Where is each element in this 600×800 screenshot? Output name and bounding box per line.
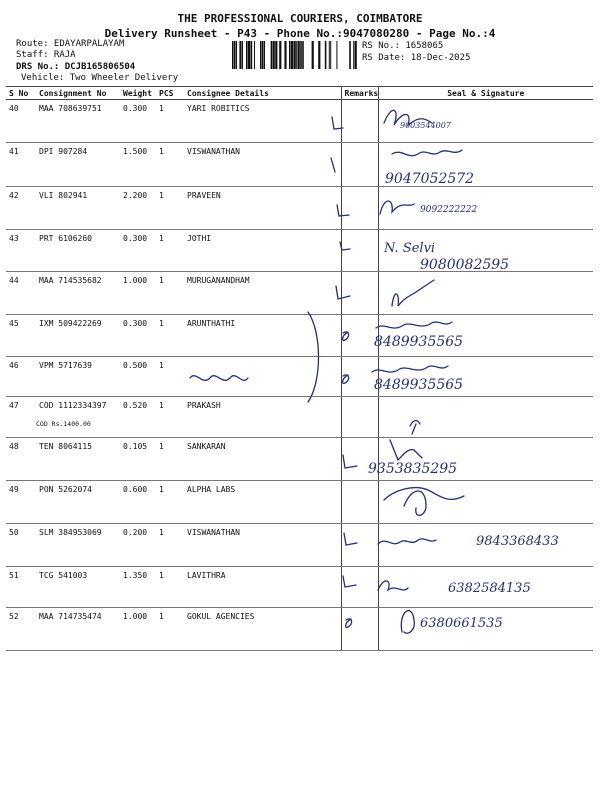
cell-weight [120, 481, 156, 524]
barcode-bar [271, 41, 273, 69]
col-header-pcs: PCS [156, 87, 184, 100]
cell-consignee [184, 100, 341, 143]
table-row [6, 187, 593, 230]
barcode-bar [349, 41, 351, 69]
cell-sno-text: 50 [9, 528, 19, 537]
barcode-bar [300, 41, 302, 69]
cell-consignee-text: ARUNTHATHI [187, 319, 236, 328]
table-row [6, 567, 593, 608]
barcode-bar [291, 41, 293, 69]
cell-consignment-text: TCG 541003 [39, 571, 88, 580]
rs-date: RS Date: 18-Dec-2025 [362, 53, 471, 63]
cell-pcs [156, 272, 184, 315]
cell-consignee [184, 230, 341, 272]
cell-weight [120, 230, 156, 272]
handwriting-43-phone: 9080082595 [420, 257, 510, 273]
cell-consignee-text: ALPHA LABS [187, 485, 236, 494]
handwriting-40: 9003544007 [400, 121, 451, 130]
cell-consignee-text: YARI ROBITICS [187, 104, 250, 113]
barcode-bar [312, 41, 314, 69]
barcode-bar [275, 41, 277, 69]
table-row [6, 481, 593, 524]
barcode-bar [232, 41, 234, 69]
handwriting-51: 6382584135 [448, 581, 531, 596]
cell-consignee [184, 397, 341, 438]
cell-weight [120, 315, 156, 357]
cell-remarks [341, 524, 378, 567]
cell-signature [378, 567, 593, 608]
barcode-bar [279, 41, 281, 69]
rs-number: RS No.: 1658065 [362, 41, 444, 51]
barcode-bar [260, 41, 262, 69]
cell-weight [120, 272, 156, 315]
cell-pcs [156, 315, 184, 357]
cell-remarks [341, 397, 378, 438]
cell-weight [120, 397, 156, 438]
cell-consignee [184, 438, 341, 481]
cell-consignment-text: PRT 6106260 [39, 234, 92, 243]
cell-consignee-text: MURUGANANDHAM [187, 276, 250, 285]
barcode-bar [254, 41, 255, 69]
cell-sno [6, 608, 36, 651]
cell-consignment [36, 357, 120, 397]
cell-sno-text: 46 [9, 361, 19, 370]
cell-consignment [36, 524, 120, 567]
cell-consignee-text: SANKARAN [187, 442, 226, 451]
barcode-bar [294, 41, 296, 69]
table-row [6, 272, 593, 315]
cell-weight [120, 567, 156, 608]
cell-consignee [184, 357, 341, 397]
cell-weight [120, 143, 156, 187]
cell-sno [6, 357, 36, 397]
cell-signature [378, 608, 593, 651]
barcode-bar [234, 41, 236, 69]
handwriting-42: 9092222222 [420, 205, 478, 215]
cell-signature [378, 481, 593, 524]
cell-pcs-text: 1 [159, 191, 164, 200]
barcode-bar [325, 41, 327, 69]
cell-consignee [184, 524, 341, 567]
staff-label: Staff: RAJA [16, 50, 76, 60]
cell-weight [120, 357, 156, 397]
cell-weight-text: 0.520 [123, 401, 148, 410]
cell-sno-text: 48 [9, 442, 19, 451]
handwriting-50: 9843368433 [476, 534, 559, 549]
cell-pcs [156, 397, 184, 438]
cell-sno-text: 44 [9, 276, 19, 285]
cell-weight-text: 0.300 [123, 234, 148, 243]
table-row [6, 100, 593, 143]
cell-consignment [36, 481, 120, 524]
cell-sno [6, 481, 36, 524]
table-row [6, 524, 593, 567]
cell-consignee-text: LAVITHRA [187, 571, 226, 580]
cell-weight [120, 100, 156, 143]
cell-remarks [341, 438, 378, 481]
cell-signature [378, 100, 593, 143]
cell-sno-text: 45 [9, 319, 19, 328]
col-header-consignee: Consignee Details [184, 87, 341, 100]
cell-weight-text: 0.600 [123, 485, 148, 494]
cell-signature [378, 438, 593, 481]
cell-signature [378, 315, 593, 357]
table-row [6, 143, 593, 187]
cell-consignment-text: VPM 5717639 [39, 361, 92, 370]
barcode-bar [262, 41, 263, 69]
cell-sno-text: 43 [9, 234, 19, 243]
cell-sno [6, 397, 36, 438]
cell-sno [6, 143, 36, 187]
cell-consignee-text: VISWANATHAN [187, 528, 240, 537]
handwriting-52: 6380661535 [420, 616, 503, 631]
barcode-bar [353, 41, 354, 69]
cell-consignment [36, 230, 120, 272]
barcode-bar [239, 41, 241, 69]
cell-pcs [156, 567, 184, 608]
col-header-consignment: Consignment No [36, 87, 120, 100]
table-header-row [6, 87, 593, 100]
cell-consignment-text: DPI 907284 [39, 147, 88, 156]
col-header-sno: S No [6, 87, 36, 100]
cell-consignee [184, 567, 341, 608]
barcode-bar [318, 41, 320, 69]
barcode-bar [336, 41, 337, 69]
handwriting-45: 8489935565 [374, 334, 464, 350]
cell-pcs [156, 230, 184, 272]
cell-pcs [156, 100, 184, 143]
cell-signature [378, 357, 593, 397]
cell-pcs [156, 608, 184, 651]
cell-pcs [156, 143, 184, 187]
cell-sno-text: 49 [9, 485, 19, 494]
cell-consignment-text: PON 5262074 [39, 485, 92, 494]
cell-consignment [36, 438, 120, 481]
cell-consignee [184, 143, 341, 187]
cell-pcs-text: 1 [159, 442, 164, 451]
cell-weight [120, 187, 156, 230]
barcode [232, 41, 358, 69]
cell-consignment-text: MAA 714735474 [39, 612, 102, 621]
cell-consignment [36, 397, 120, 438]
cell-pcs [156, 357, 184, 397]
barcode-bar [273, 41, 275, 69]
barcode-bar [248, 41, 250, 69]
handwriting-46: 8489935565 [374, 377, 464, 393]
cell-pcs-text: 1 [159, 234, 164, 243]
cell-signature [378, 272, 593, 315]
cell-sno [6, 567, 36, 608]
cell-pcs [156, 438, 184, 481]
cell-consignee [184, 481, 341, 524]
barcode-bar [263, 41, 265, 69]
cell-signature [378, 143, 593, 187]
barcode-bar [302, 41, 304, 69]
cell-remarks [341, 230, 378, 272]
cell-consignment-text: IXM 509422269 [39, 319, 102, 328]
cell-remarks [341, 272, 378, 315]
cell-consignment [36, 100, 120, 143]
cell-weight-text: 1.350 [123, 571, 148, 580]
cell-pcs-text: 1 [159, 571, 164, 580]
barcode-bar [246, 41, 248, 69]
cell-pcs-text: 1 [159, 276, 164, 285]
cell-remarks [341, 143, 378, 187]
cell-weight-text: 1.000 [123, 612, 148, 621]
route-label: Route: EDAYARPALAYAM [16, 39, 125, 49]
barcode-bar [284, 41, 286, 69]
vehicle-label: Vehicle: Two Wheeler Delivery [21, 73, 179, 83]
table-row [6, 357, 593, 397]
cell-consignee-text: VISWANATHAN [187, 147, 240, 156]
cell-pcs-text: 1 [159, 104, 164, 113]
barcode-bar [251, 41, 253, 69]
cell-weight-text: 0.300 [123, 319, 148, 328]
barcode-bar [242, 41, 243, 69]
cell-pcs [156, 524, 184, 567]
cell-consignment [36, 272, 120, 315]
handwriting-48: 9353835295 [368, 461, 458, 477]
cell-signature [378, 397, 593, 438]
barcode-bar [355, 41, 357, 69]
company-title: THE PROFESSIONAL COURIERS, COIMBATORE [177, 12, 423, 25]
runsheet-table [6, 86, 593, 651]
cell-remarks [341, 187, 378, 230]
handwriting-41: 9047052572 [385, 171, 475, 187]
cell-sno [6, 315, 36, 357]
cell-signature [378, 187, 593, 230]
cell-consignment [36, 567, 120, 608]
cell-consignee [184, 608, 341, 651]
cell-remarks [341, 481, 378, 524]
cell-pcs-text: 1 [159, 147, 164, 156]
cell-sno [6, 187, 36, 230]
cell-pcs-text: 1 [159, 401, 164, 410]
cell-consignee-text: GOKUL AGENCIES [187, 612, 255, 621]
cell-pcs-text: 1 [159, 319, 164, 328]
cell-pcs-text: 1 [159, 485, 164, 494]
cell-consignment [36, 608, 120, 651]
cod-amount: COD Rs.1400.00 [36, 420, 91, 428]
cell-consignment-text: SLM 384953069 [39, 528, 102, 537]
cell-consignment-text: VLI 802941 [39, 191, 88, 200]
cell-consignment-text: MAA 714535682 [39, 276, 102, 285]
cell-signature [378, 230, 593, 272]
col-header-signature: Seal & Signature [378, 87, 593, 100]
cell-pcs [156, 187, 184, 230]
cell-consignment [36, 315, 120, 357]
cell-consignee [184, 315, 341, 357]
cell-consignee [184, 187, 341, 230]
cell-weight-text: 0.200 [123, 528, 148, 537]
cell-pcs-text: 1 [159, 361, 164, 370]
cell-weight-text: 2.200 [123, 191, 148, 200]
cell-weight-text: 0.105 [123, 442, 148, 451]
cell-consignment [36, 143, 120, 187]
drs-number: DRS No.: DCJB165806504 [16, 62, 136, 72]
barcode-bar [329, 41, 330, 69]
cell-remarks [341, 608, 378, 651]
cell-consignment [36, 187, 120, 230]
table-row [6, 608, 593, 651]
cell-remarks [341, 567, 378, 608]
cell-sno-text: 52 [9, 612, 19, 621]
cell-sno-text: 40 [9, 104, 19, 113]
cell-remarks [341, 100, 378, 143]
cell-sno [6, 100, 36, 143]
barcode-bar [298, 41, 300, 69]
barcode-bar [330, 41, 331, 69]
cell-consignee-text: PRAKASH [187, 401, 221, 410]
handwriting-43-name: N. Selvi [384, 241, 436, 256]
cell-sno [6, 438, 36, 481]
cell-sno [6, 272, 36, 315]
cell-weight-text: 1.500 [123, 147, 148, 156]
cell-consignment-text: MAA 708639751 [39, 104, 102, 113]
cell-pcs-text: 1 [159, 612, 164, 621]
cell-weight [120, 438, 156, 481]
table-row [6, 230, 593, 272]
cell-pcs-text: 1 [159, 528, 164, 537]
barcode-bar [289, 41, 291, 69]
cell-signature [378, 524, 593, 567]
cell-consignee [184, 272, 341, 315]
cell-consignment-text: TEN 8064115 [39, 442, 92, 451]
cell-sno-text: 41 [9, 147, 19, 156]
col-header-weight: Weight [120, 87, 156, 100]
cell-weight-text: 1.000 [123, 276, 148, 285]
cell-weight [120, 524, 156, 567]
cell-sno-text: 47 [9, 401, 19, 410]
cell-remarks [341, 315, 378, 357]
cell-sno [6, 524, 36, 567]
cell-consignee-text: JOTHI [187, 234, 212, 243]
cell-remarks [341, 357, 378, 397]
cell-sno [6, 230, 36, 272]
cell-consignee-text: PRAVEEN [187, 191, 221, 200]
table-row [6, 397, 593, 438]
table-row [6, 315, 593, 357]
col-header-remarks: Remarks [341, 87, 378, 100]
barcode-bar [236, 41, 237, 69]
cell-sno-text: 42 [9, 191, 19, 200]
runsheet-title: Delivery Runsheet - P43 - Phone No.:9047080280 - Page No.:4 [104, 27, 496, 40]
cell-consignment-text: COD 1112334397 [39, 401, 107, 410]
barcode-bar [296, 41, 297, 69]
cell-weight-text: 0.300 [123, 104, 148, 113]
cell-pcs [156, 481, 184, 524]
table-row [6, 438, 593, 481]
cell-weight [120, 608, 156, 651]
cell-weight-text: 0.500 [123, 361, 148, 370]
cell-sno-text: 51 [9, 571, 19, 580]
